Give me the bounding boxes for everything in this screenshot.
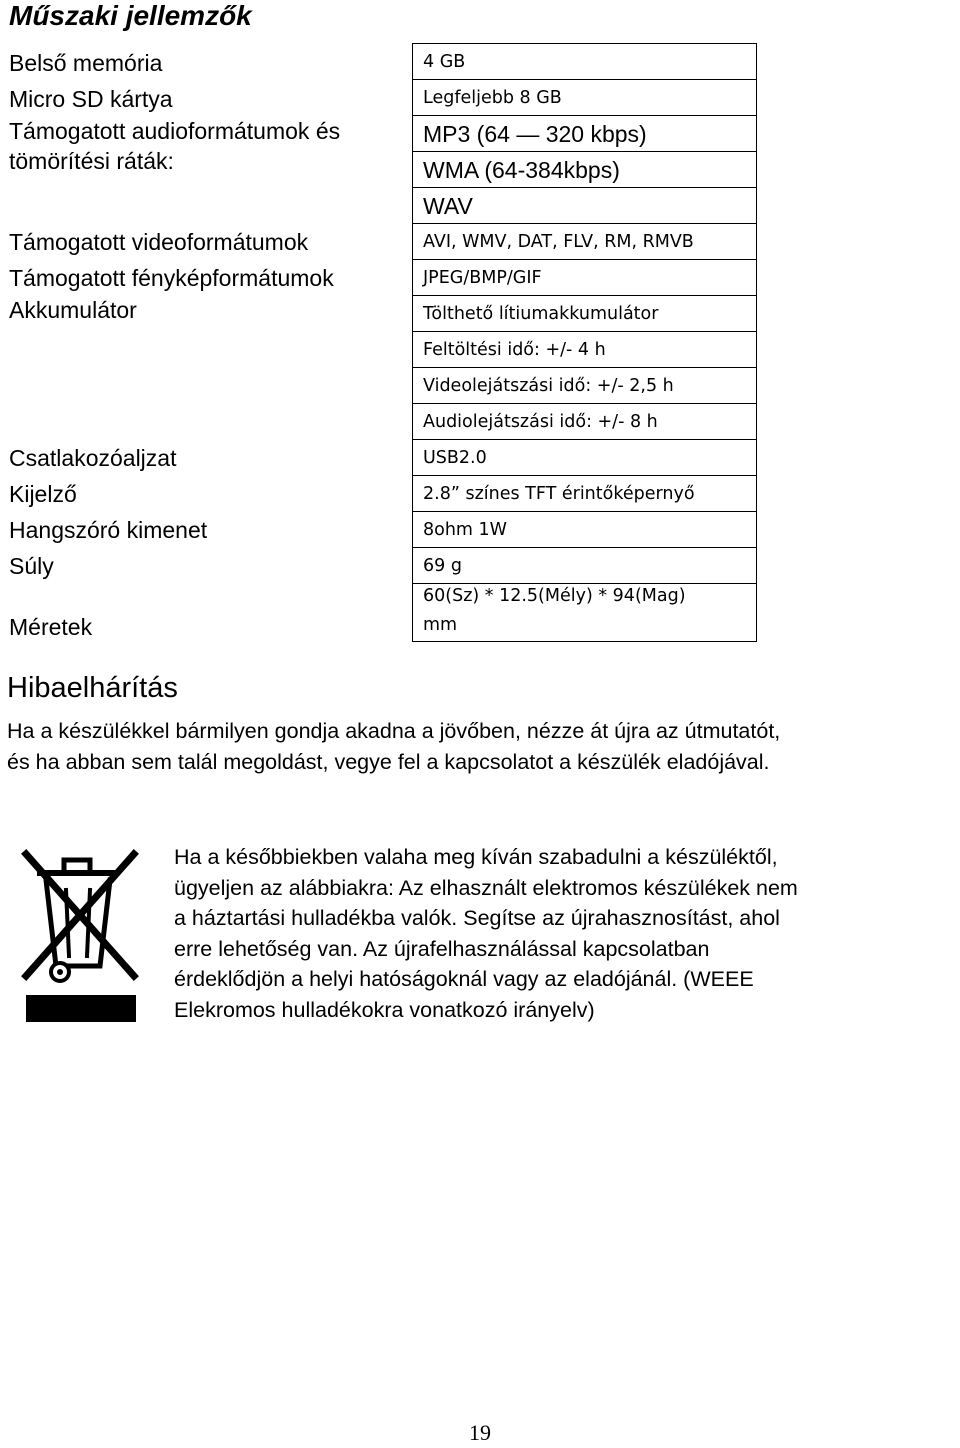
spec-label-dimensions: Méretek — [9, 614, 93, 640]
spec-cell-dimensions — [412, 583, 757, 642]
spec-label-port: Csatlakozóaljzat — [9, 445, 177, 471]
page-number: 19 — [469, 1420, 491, 1445]
weee-notice-line: a háztartási hulladékba valók. Segítse az újrahasznosítást, ahol — [174, 906, 780, 930]
spec-cell-microsd — [412, 79, 757, 115]
section-heading-troubleshooting: Hibaelhárítás — [7, 672, 178, 704]
spec-label-photo: Támogatott fényképformátumok — [9, 265, 334, 291]
spec-value-video: AVI, WMV, DAT, FLV, RM, RMVB — [423, 232, 694, 252]
spec-label-speaker: Hangszóró kimenet — [9, 517, 208, 543]
spec-cell-audio-mp3 — [412, 115, 757, 151]
troubleshooting-text-line2: és ha abban sem talál megoldást, vegye fel a kapcsolatot a készülék eladójával. — [7, 750, 770, 774]
spec-value-display: 2.8” színes TFT érintőképernyő — [423, 484, 695, 504]
spec-cell-audio-wav — [412, 187, 757, 223]
spec-label-audio-line1: Támogatott audioformátumok és — [9, 118, 341, 144]
spec-label-microsd: Micro SD kártya — [9, 86, 173, 112]
spec-value-audio-mp3: MP3 (64 — 320 kbps) — [423, 121, 647, 147]
spec-value-dimensions-line2: mm — [423, 615, 458, 635]
spec-value-weight: 69 g — [423, 556, 462, 576]
spec-value-audio-wma: WMA (64-384kbps) — [423, 157, 620, 183]
spec-value-port: USB2.0 — [423, 448, 487, 468]
spec-cell-battery-video — [412, 367, 757, 403]
weee-notice-line: Ha a későbbiekben valaha meg kíván szabadulni a készüléktől, — [174, 845, 778, 869]
spec-cell-display — [412, 475, 757, 511]
weee-notice-line: Elekromos hulladékokra vonatkozó irányelv) — [174, 997, 595, 1022]
weee-notice-line: érdeklődjön a helyi hatóságoknál vagy az eladójánál. (WEEE — [174, 967, 754, 991]
spec-value-speaker: 8ohm 1W — [423, 520, 507, 540]
spec-value-microsd: Legfeljebb 8 GB — [423, 88, 562, 108]
spec-value-battery-audio: Audiolejátszási idő: +/- 8 h — [423, 412, 658, 432]
spec-cell-battery-audio — [412, 403, 757, 439]
spec-label-display: Kijelző — [9, 481, 77, 507]
spec-cell-video — [412, 223, 757, 259]
spec-label-battery: Akkumulátor — [9, 297, 137, 323]
spec-label-video: Támogatott videoformátumok — [9, 229, 309, 255]
spec-cell-audio-wma — [412, 151, 757, 187]
spec-value-battery-video: Videolejátszási idő: +/- 2,5 h — [423, 376, 674, 396]
spec-label-audio-line2: tömörítési ráták: — [9, 148, 174, 174]
spec-cell-speaker — [412, 511, 757, 547]
spec-value-battery-type: Tölthető lítiumakkumulátor — [423, 304, 659, 324]
spec-cell-photo — [412, 259, 757, 295]
weee-notice — [174, 842, 798, 1025]
spec-value-battery-charge: Feltöltési idő: +/- 4 h — [423, 340, 606, 360]
weee-notice-line: erre lehetőség van. Az újrafelhasználással kapcsolatban — [174, 936, 710, 961]
spec-cell-battery-charge — [412, 331, 757, 367]
spec-label-memory: Belső memória — [9, 50, 163, 76]
spec-cell-weight — [412, 547, 757, 583]
spec-value-memory: 4 GB — [423, 52, 466, 72]
spec-value-photo: JPEG/BMP/GIF — [423, 268, 542, 288]
spec-cell-memory — [412, 43, 757, 79]
spec-value-audio-wav: WAV — [423, 193, 473, 219]
crossed-out-wheelie-bin-icon — [6, 838, 156, 1030]
weee-notice-line: ügyeljen az alábbiakra: Az elhasznált elektromos készülékek nem — [174, 875, 798, 900]
spec-cell-battery-type — [412, 295, 757, 331]
spec-label-weight: Súly — [9, 553, 54, 579]
spec-value-dimensions-line1: 60(Sz) * 12.5(Mély) * 94(Mag) — [423, 586, 686, 606]
troubleshooting-text-line1: Ha a készülékkel bármilyen gondja akadna a jövőben, nézze át újra az útmutatót, — [7, 719, 781, 743]
spec-cell-port — [412, 439, 757, 475]
page-title: Műszaki jellemzők — [9, 0, 252, 31]
